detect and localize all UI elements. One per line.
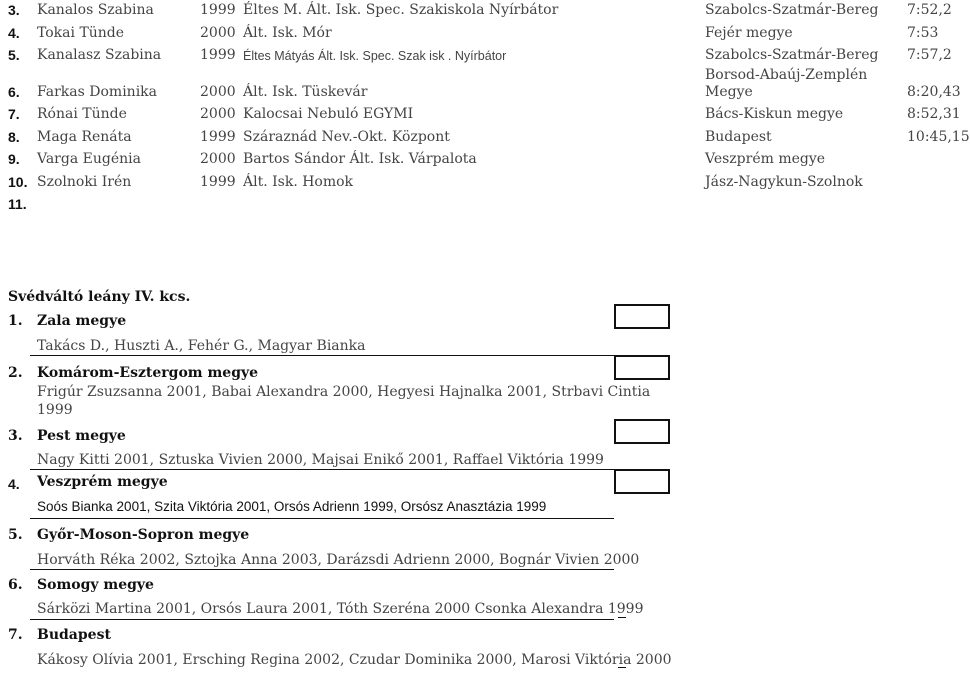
time: 8:52,31 [907, 106, 961, 122]
section-heading: Svédváltó leány IV. kcs. [8, 289, 191, 305]
team-members: Sárközi Martina 2001, Orsós Laura 2001, Tóth Szeréna 2000 Csonka Alexandra 1999 [37, 601, 644, 617]
time: 7:52,2 [907, 2, 952, 18]
athlete-name: Varga Eugénia [37, 151, 141, 167]
rank: 7. [8, 106, 20, 122]
rank: 11. [8, 196, 27, 212]
county: Veszprém megye [705, 151, 826, 167]
birth-year: 1999 [200, 47, 236, 63]
rank: 8. [8, 129, 20, 145]
blank-line [618, 617, 626, 618]
team-rank: 2. [8, 365, 23, 381]
team-name: Somogy megye [37, 577, 154, 593]
divider [30, 355, 614, 356]
birth-year: 2000 [200, 25, 236, 41]
time: 10:45,15 [907, 129, 970, 145]
result-row [0, 47, 960, 69]
result-row [0, 196, 960, 218]
team-name: Pest megye [37, 428, 126, 444]
result-box[interactable] [614, 355, 670, 380]
blank-line [618, 667, 626, 668]
team-members: Kákosy Olívia 2001, Ersching Regina 2002, Czudar Dominika 2000, Marosi Viktória 2000 [37, 652, 672, 668]
school: Ált. Isk. Homok [243, 174, 354, 190]
athlete-name: Szolnoki Irén [37, 174, 132, 190]
rank: 10. [8, 174, 28, 190]
rank: 3. [8, 2, 20, 18]
athlete-name: Rónai Tünde [37, 106, 127, 122]
school: Bartos Sándor Ált. Isk. Várpalota [243, 151, 477, 167]
birth-year: 1999 [200, 2, 236, 18]
birth-year: 1999 [200, 129, 236, 145]
team-rank: 1. [8, 313, 23, 329]
birth-year: 2000 [200, 151, 236, 167]
team-name: Veszprém megye [37, 474, 168, 490]
time: 7:57,2 [907, 47, 952, 63]
result-box[interactable] [614, 469, 670, 494]
result-box[interactable] [614, 419, 670, 444]
county: Bács-Kiskun megye [705, 106, 844, 122]
result-row [0, 84, 960, 106]
team-name: Győr-Moson-Sopron megye [37, 527, 250, 543]
result-row [0, 129, 970, 151]
rank: 4. [8, 25, 20, 41]
athlete-name: Kanalasz Szabina [37, 47, 162, 63]
team-members: Horváth Réka 2002, Sztojka Anna 2003, Darázsdi Adrienn 2000, Bognár Vivien 2000 [37, 552, 640, 568]
result-row [0, 106, 960, 128]
team-name: Komárom-Esztergom megye [37, 365, 259, 381]
team-rank: 6. [8, 577, 23, 593]
county: Szabolcs-Szatmár-Bereg [705, 2, 879, 18]
birth-year: 2000 [200, 84, 236, 100]
divider [30, 469, 614, 470]
time: 7:53 [907, 25, 939, 41]
school: Ált. Isk. Tüskevár [243, 84, 368, 100]
athlete-name: Maga Renáta [37, 129, 132, 145]
result-row [0, 2, 960, 24]
athlete-name: Kanalos Szabina [37, 2, 154, 18]
county: Budapest [705, 129, 772, 145]
county: Fejér megye [705, 25, 793, 41]
school: Éltes Mátyás Ált. Isk. Spec. Szak isk . Nyírbátor [243, 49, 507, 63]
team-rank: 5. [8, 527, 23, 543]
divider [30, 569, 614, 570]
rank: 5. [8, 47, 20, 63]
birth-year: 1999 [200, 174, 236, 190]
team-members-line2: 1999 [37, 402, 73, 418]
school: Éltes M. Ált. Isk. Spec. Szakiskola Nyírbátor [243, 2, 559, 18]
divider [30, 518, 614, 519]
result-row [0, 25, 960, 47]
rank: 9. [8, 151, 20, 167]
result-row [0, 174, 960, 196]
time: 8:20,43 [907, 84, 961, 100]
birth-year: 2000 [200, 106, 236, 122]
school: Kalocsai Nebuló EGYMI [243, 106, 414, 122]
result-row [0, 151, 960, 173]
team-name: Zala megye [37, 313, 127, 329]
team-name: Budapest [37, 627, 111, 643]
team-rank: 3. [8, 428, 23, 444]
school: Száraznád Nev.-Okt. Központ [243, 129, 450, 145]
rank: 6. [8, 84, 20, 100]
athlete-name: Farkas Dominika [37, 84, 157, 100]
school: Ált. Isk. Mór [243, 25, 332, 41]
county: Jász-Nagykun-Szolnok [705, 174, 863, 190]
team-rank: 7. [8, 627, 23, 643]
team-members: Frigúr Zsuzsanna 2001, Babai Alexandra 2000, Hegyesi Hajnalka 2001, Strbavi Cintia [37, 384, 651, 400]
team-members: Nagy Kitti 2001, Sztuska Vivien 2000, Majsai Enikő 2001, Raffael Viktória 1999 [37, 452, 604, 468]
county: Szabolcs-Szatmár-Bereg [705, 47, 879, 63]
team-rank: 4. [8, 476, 20, 492]
county: Megye [705, 84, 753, 100]
athlete-name: Tokai Tünde [37, 25, 125, 41]
result-box[interactable] [614, 304, 670, 329]
county-line1: Borsod-Abaúj-Zemplén [705, 67, 868, 83]
divider [30, 619, 614, 620]
team-members: Soós Bianka 2001, Szita Viktória 2001, Orsós Adrienn 1999, Orsósz Anasztázia 1999 [37, 499, 547, 514]
team-members: Takács D., Huszti A., Fehér G., Magyar Bianka [37, 338, 366, 354]
